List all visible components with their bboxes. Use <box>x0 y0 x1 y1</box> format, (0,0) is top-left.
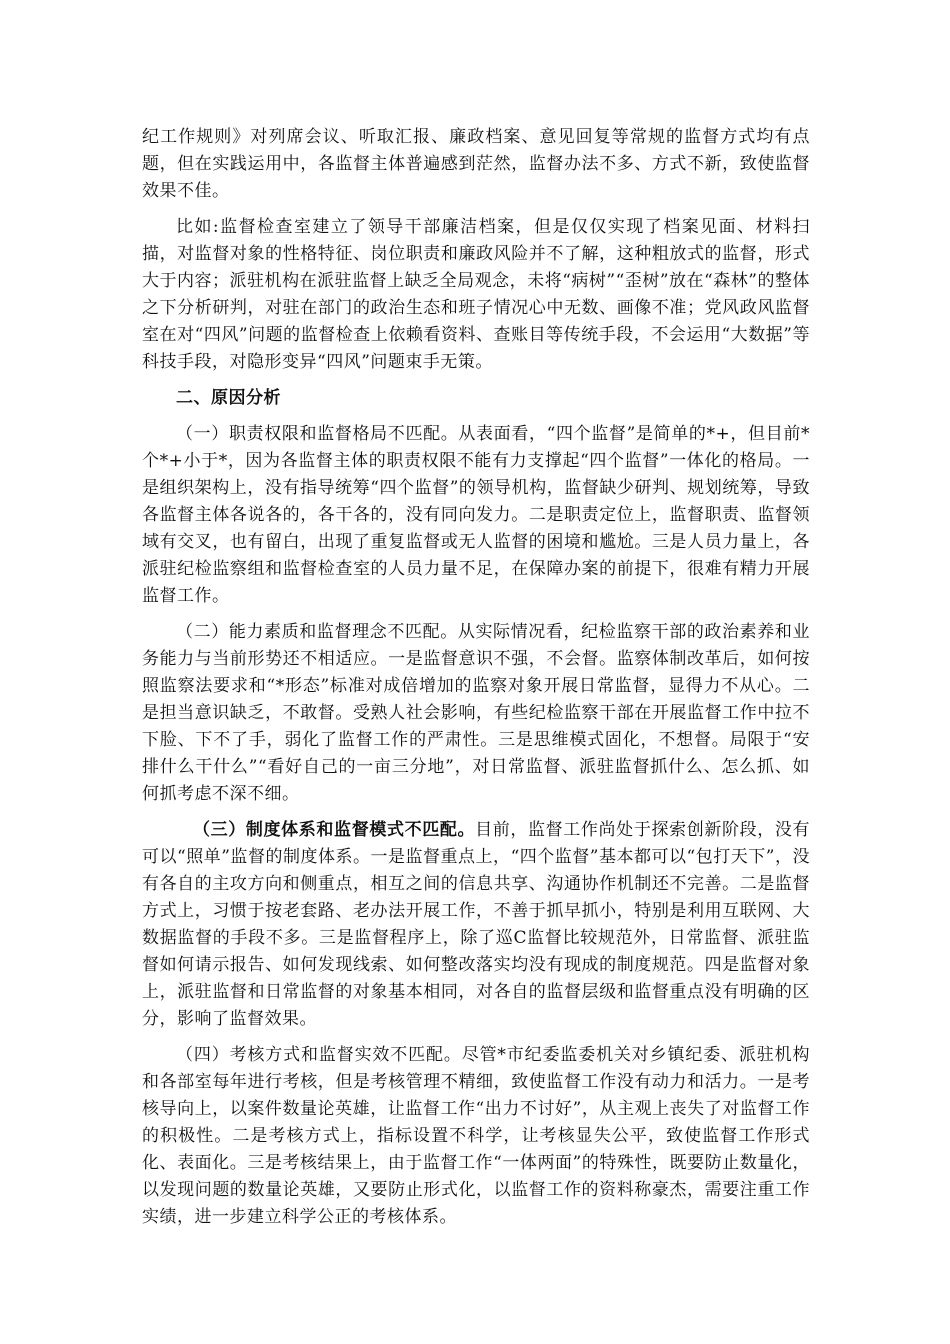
paragraph-cause-3-lead: （三）制度体系和监督模式不匹配。 <box>193 820 476 840</box>
paragraph-continued: 纪工作规则》对列席会议、听取汇报、廉政档案、意见回复等常规的监督方式均有点题，但在实践运用中，各监督主体普遍感到茫然，监督办法不多、方式不新，致使监督效果不佳。 <box>142 127 810 201</box>
paragraph-example: 比如:监督检查室建立了领导干部廉洁档案，但是仅仅实现了档案见面、材料扫描，对监督对象的性格特征、岗位职责和廉政风险并不了解，这种粗放式的监督，形式大于内容；派驻机构在派驻监督上缺乏全局观念，未将“病树”“歪树”放在“森林”的整体之下分析研判，对驻在部门的政治生态和班子情况心中无数、画像不准；党风政风监督室在对“四风”问题的监督检查上依赖看资料、查账目等传统手段，不会运用“大数据”等科技手段，对隐形变异“四风”问题束手无策。 <box>142 217 810 372</box>
paragraph-cause-1: （一）职责权限和监督格局不匹配。从表面看，“四个监督”是简单的*+，但目前*个*+小于*，因为各监督主体的职责权限不能有力支撑起“四个监督”一体化的格局。一是组织架构上，没有指导统筹“四个监督”的领导机构，监督缺少研判、规划统筹，导致各监督主体各说各的，各干各的，没有同向发力。二是职责定位上，监督职责、监督领域有交叉，也有留白，出现了重复监督或无人监督的困境和尴尬。三是人员力量上，各派驻纪检监察组和监督检查室的人员力量不足，在保障办案的前提下，很难有精力开展监督工作。 <box>142 424 810 606</box>
paragraph-cause-4: （四）考核方式和监督实效不匹配。尽管*市纪委监委机关对乡镇纪委、派驻机构和各部室每年进行考核，但是考核管理不精细，致使监督工作没有动力和活力。一是考核导向上，以案件数量论英雄，让监督工作“出力不讨好”，从主观上丧失了对监督工作的积极性。二是考核方式上，指标设置不科学，让考核显失公平，致使监督工作形式化、表面化。三是考核结果上，由于监督工作“一体两面”的特殊性，既要防止数量化，以发现问题的数量论英雄，又要防止形式化，以监督工作的资料称豪杰，需要注重工作实绩，进一步建立科学公正的考核体系。 <box>142 1045 810 1227</box>
paragraph-cause-2: （二）能力素质和监督理念不匹配。从实际情况看，纪检监察干部的政治素养和业务能力与当前形势还不相适应。一是监督意识不强，不会督。监察体制改革后，如何按照监察法要求和“*形态”标准对成倍增加的监察对象开展日常监督，显得力不从心。二是担当意识缺乏，不敢督。受熟人社会影响，有些纪检监察干部在开展监督工作中拉不下脸、下不了手，弱化了监督工作的严肃性。三是思维模式固化，不想督。局限于“安排什么干什么”“看好自己的一亩三分地”，对日常监督、派驻监督抓什么、怎么抓、如何抓考虑不深不细。 <box>142 622 810 804</box>
paragraph-cause-3-body: 目前，监督工作尚处于探索创新阶段，没有可以“照单”监督的制度体系。一是监督重点上，“四个监督”基本都可以“包打天下”，没有各自的主攻方向和侧重点，相互之间的信息共享、沟通协作机制还不完善。二是监督方式上，习惯于按老套路、老办法开展工作，不善于抓早抓小，特别是利用互联网、大数据监督的手段不多。三是监督程序上，除了巡C监督比较规范外，日常监督、派驻监督如何请示报告、如何发现线索、如何整改落实均没有现成的制度规范。四是监督对象上，派驻监督和日常监督的对象基本相同，对各自的监督层级和监督重点没有明确的区分，影响了监督效果。 <box>142 820 811 1029</box>
paragraph-cause-3 <box>142 817 810 1033</box>
section-heading: 二、原因分析 <box>176 388 281 408</box>
document-body <box>142 124 810 1240</box>
